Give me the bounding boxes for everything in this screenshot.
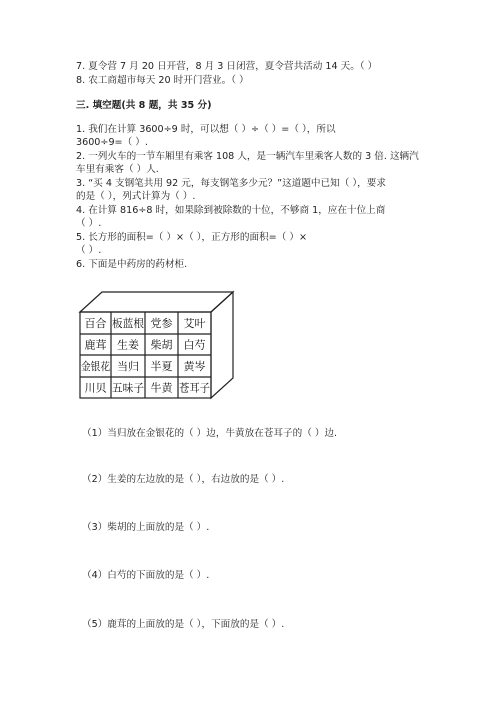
cabinet-cell-label: 金银花 <box>81 360 114 373</box>
fill-line-5a: 5. 长方形的面积=（ ）×（ ），正方形的面积=（ ）× <box>76 232 307 243</box>
judge-item-8: 8. 农工商超市每天 20 时开门营业。（ ） <box>76 75 249 86</box>
fill-line-4b: （ ）. <box>76 218 102 229</box>
fill-line-3b: 的是（ ），列式计算为（ ）. <box>76 191 196 202</box>
question-4: （4）白芍的下面放的是（ ）. <box>82 570 210 581</box>
cabinet-cell-label: 黄岑 <box>183 360 206 373</box>
cabinet-cell-label: 白芍 <box>183 338 206 352</box>
medicine-cabinet <box>78 290 238 402</box>
cabinet-cell-label: 川贝 <box>84 381 107 395</box>
fill-line-2b: 车里有乘客（ ）人. <box>76 164 159 175</box>
cabinet-cell-label: 百合 <box>84 317 107 330</box>
section-title: 三. 填空题(共 8 题，共 35 分) <box>76 100 212 111</box>
cabinet-cell-label: 当归 <box>117 360 139 373</box>
cabinet-cell-label: 鹿茸 <box>84 338 107 352</box>
fill-line-5b: （ ）. <box>76 245 102 256</box>
cabinet-cell-label: 牛黄 <box>150 381 173 395</box>
cabinet-cell-label: 艾叶 <box>183 317 206 330</box>
judge-item-7: 7. 夏令营 7 月 20 日开营，8 月 3 日闭营，夏令营共活动 14 天。（ ） <box>76 61 378 72</box>
cabinet-cell-label: 五味子 <box>112 381 145 395</box>
fill-line-3a: 3. “买 4 支钢笔共用 92 元，每支钢笔多少元？”这道题中已知（ ），要求 <box>76 178 386 189</box>
cabinet-cell-label: 板蓝根 <box>112 317 145 330</box>
fill-line-6: 6. 下面是中药房的药材柜. <box>76 259 188 270</box>
cabinet-cell-label: 党参 <box>150 317 173 330</box>
question-1: （1）当归放在金银花的（ ）边，牛黄放在苍耳子的（ ）边. <box>82 428 338 439</box>
cabinet-cell-label: 生姜 <box>117 338 139 352</box>
cabinet-cell-label: 半夏 <box>150 360 173 373</box>
fill-line-1b: 3600÷9=（ ）. <box>76 137 148 148</box>
cabinet-cell-label: 柴胡 <box>150 338 173 352</box>
question-2: （2）生姜的左边放的是（ ），右边放的是（ ）. <box>82 474 285 485</box>
fill-line-4a: 4. 在计算 816÷8 时，如果除到被除数的十位，不够商 1，应在十位上商 <box>76 205 386 216</box>
fill-line-1a: 1. 我们在计算 3600÷9 时，可以想（ ）÷（ ）=（ ），所以 <box>76 124 336 135</box>
fill-line-2a: 2. 一列火车的一节车厢里有乘客 108 人，是一辆汽车里乘客人数的 3 倍. 这辆汽 <box>76 151 419 162</box>
question-3: （3）柴胡的上面放的是（ ）. <box>82 522 210 533</box>
question-5: （5）鹿茸的上面放的是（ ），下面放的是（ ）. <box>82 619 285 630</box>
cabinet-cell-label: 苍耳子 <box>179 381 212 395</box>
